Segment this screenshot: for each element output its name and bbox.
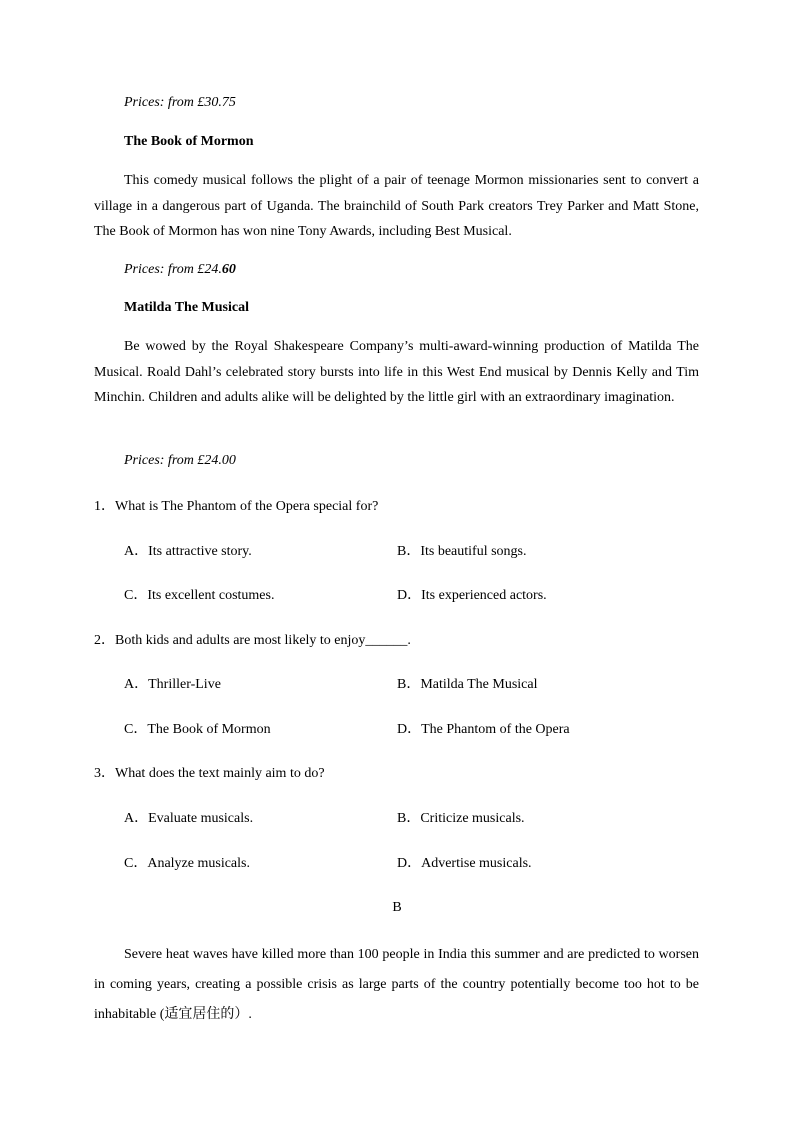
heading-book-of-mormon: The Book of Mormon	[124, 134, 254, 149]
q3-option-c: C．Analyze musicals.	[124, 856, 250, 871]
paragraph-book-of-mormon: This comedy musical follows the plight of a pair of teenage Mormon missionaries sent to convert a village in a dangerous part of Uganda. The brainchild of South Park creators Trey Parker and Matt Stone, The Book of Mormon has won nine Tony Awards, including Best Musical.	[94, 173, 699, 239]
paragraph-section-b: Severe heat waves have killed more than 100 people in India this summer and are predicted to worsen in coming years, creating a possible crisis as large parts of the country potentially become too hot to be inhabitable (适宜居住的）.	[94, 947, 699, 1022]
price-book-of-mormon	[124, 261, 236, 279]
q3-option-b: B．Criticize musicals.	[397, 811, 525, 826]
price-book-of-mormon-prefix: Prices: from £24.	[124, 262, 222, 277]
q1-option-b: B．Its beautiful songs.	[397, 544, 527, 559]
q3-option-a: A．Evaluate musicals.	[124, 811, 254, 826]
q1-option-a: A．Its attractive story.	[124, 544, 252, 559]
section-b-label: B	[392, 900, 402, 915]
price-phantom: Prices: from £30.75	[124, 95, 236, 110]
price-matilda: Prices: from £24.00	[124, 453, 236, 468]
q3-option-d: D．Advertise musicals.	[397, 856, 532, 871]
price-book-of-mormon-cents: 60	[221, 262, 236, 277]
q2-option-d: D．The Phantom of the Opera	[397, 722, 570, 737]
q2-option-c: C．The Book of Mormon	[124, 722, 271, 737]
question-1: 1．What is The Phantom of the Opera special for?	[94, 499, 379, 514]
q2-option-b: B．Matilda The Musical	[397, 677, 538, 692]
question-2: 2．Both kids and adults are most likely to enjoy______.	[94, 633, 411, 648]
heading-matilda: Matilda The Musical	[124, 300, 249, 315]
q2-option-a: A．Thriller-Live	[124, 677, 221, 692]
question-3: 3．What does the text mainly aim to do?	[94, 766, 325, 781]
q1-option-c: C．Its excellent costumes.	[124, 588, 275, 603]
q1-option-d: D．Its experienced actors.	[397, 588, 547, 603]
paragraph-matilda: Be wowed by the Royal Shakespeare Company’s multi-award-winning production of Matilda The Musical. Roald Dahl’s celebrated story bursts into life in this West End musical by Dennis Kelly and Tim Minchin. Children and adults alike will be delighted by the little girl with an extraordinary imagination.	[94, 339, 699, 405]
